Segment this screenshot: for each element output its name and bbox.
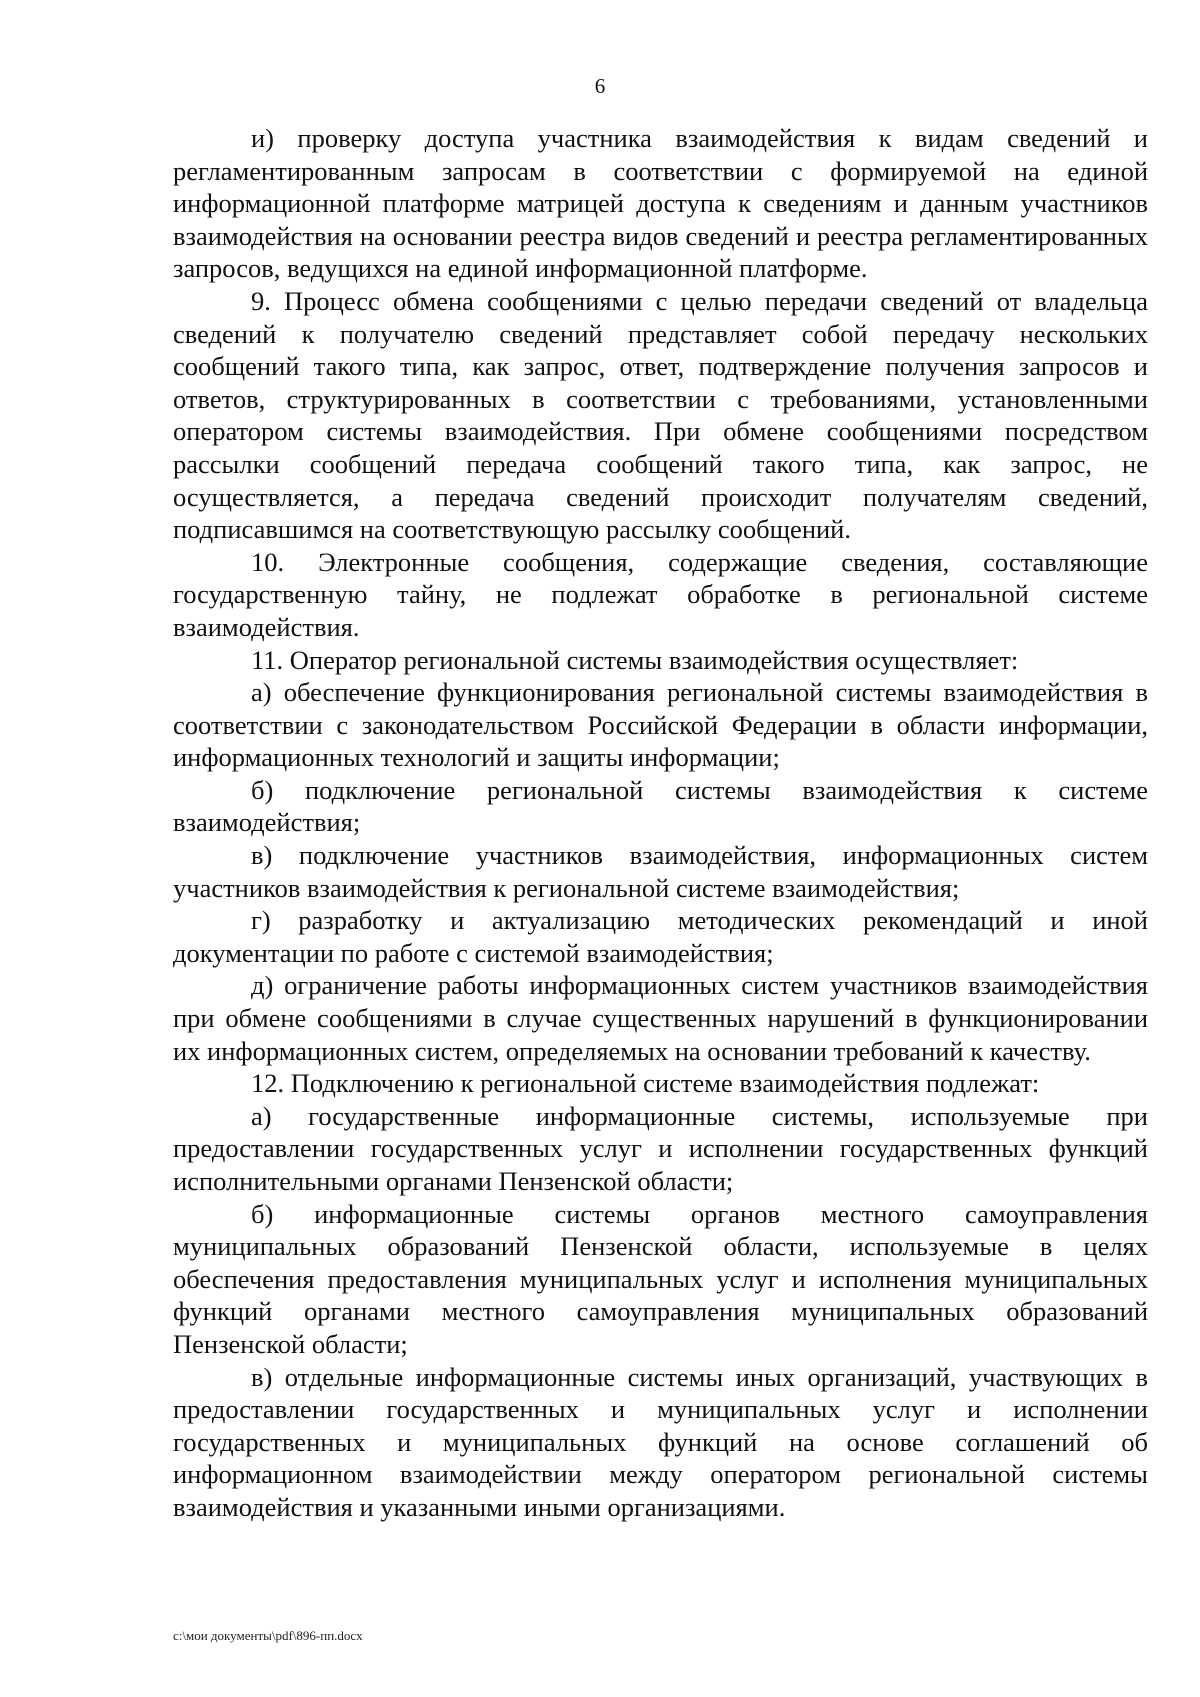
paragraph-11-b: б) подключение региональной системы взаимодействия к системе взаимодействия; — [173, 774, 1148, 838]
paragraph-11-d: д) ограничение работы информационных систем участников взаимодействия при обмене сообщениями в случае существенных нарушений в функционировании их информационных систем, определяемых на основании требований к качеству. — [173, 970, 1148, 1066]
paragraph-9: 9. Процесс обмена сообщениями с целью передачи сведений от владельца сведений к получателю сведений представляет собой передачу нескольких сообщений такого типа, как запрос, ответ, подтверждение получения запросов и ответов, структурированных в соответствии с требованиями, установленными оператором системы взаимодействия. При обмене сообщениями посредством рассылки сообщений передача сообщений такого типа, как запрос, не осуществляется, а передача сведений происходит получателям сведений, подписавшимся на соответствующую рассылку сообщений. — [173, 285, 1148, 545]
footer-file-path: c:\мои документы\pdf\896-пп.docx — [173, 1628, 363, 1643]
paragraph-12-a: а) государственные информационные системы, используемые при предоставлении государственных услуг и исполнении государственных функций исполнительными органами Пензенской области; — [173, 1100, 1148, 1196]
page-number: 6 — [594, 74, 606, 98]
paragraph-11-v: в) подключение участников взаимодействия, информационных систем участников взаимодействия к региональной системе взаимодействия; — [173, 840, 1148, 903]
paragraph-item-i: и) проверку доступа участника взаимодействия к видам сведений и регламентированным запросам в соответствии с формируемой на единой информационной платформе матрицей доступа к сведениям и данным участников взаимодействия на основании реестра видов сведений и реестра регламентированных запросов, ведущихся на единой информационной платформе. — [173, 123, 1148, 284]
paragraph-12-b: б) информационные системы органов местного самоуправления муниципальных образований Пензенской области, используемые в целях обеспечения предоставления муниципальных услуг и исполнения муниципальных функций органами местного самоуправления муниципальных образований Пензенской области; — [173, 1198, 1148, 1359]
paragraph-10: 10. Электронные сообщения, содержащие сведения, составляющие государственную тайну, не подлежат обработке в региональной системе взаимодействия. — [173, 546, 1148, 642]
paragraph-12-v: в) отдельные информационные системы иных организаций, участвующих в предоставлении государственных и муниципальных услуг и исполнении государственных и муниципальных функций на основе соглашений об информационном взаимодействии между оператором региональной системы взаимодействия и указанными иными организациями. — [173, 1361, 1148, 1522]
paragraph-11-g: г) разработку и актуализацию методических рекомендаций и иной документации по работе с системой взаимодействия; — [173, 905, 1148, 968]
paragraph-12: 12. Подключению к региональной системе взаимодействия подлежат: — [251, 1068, 1040, 1099]
paragraph-11-a: а) обеспечение функционирования региональной системы взаимодействия в соответствии с законодательством Российской Федерации в области информации, информационных технологий и защиты информации; — [173, 677, 1148, 773]
paragraph-11: 11. Оператор региональной системы взаимодействия осуществляет: — [251, 644, 1019, 675]
document-body — [173, 122, 1148, 1524]
